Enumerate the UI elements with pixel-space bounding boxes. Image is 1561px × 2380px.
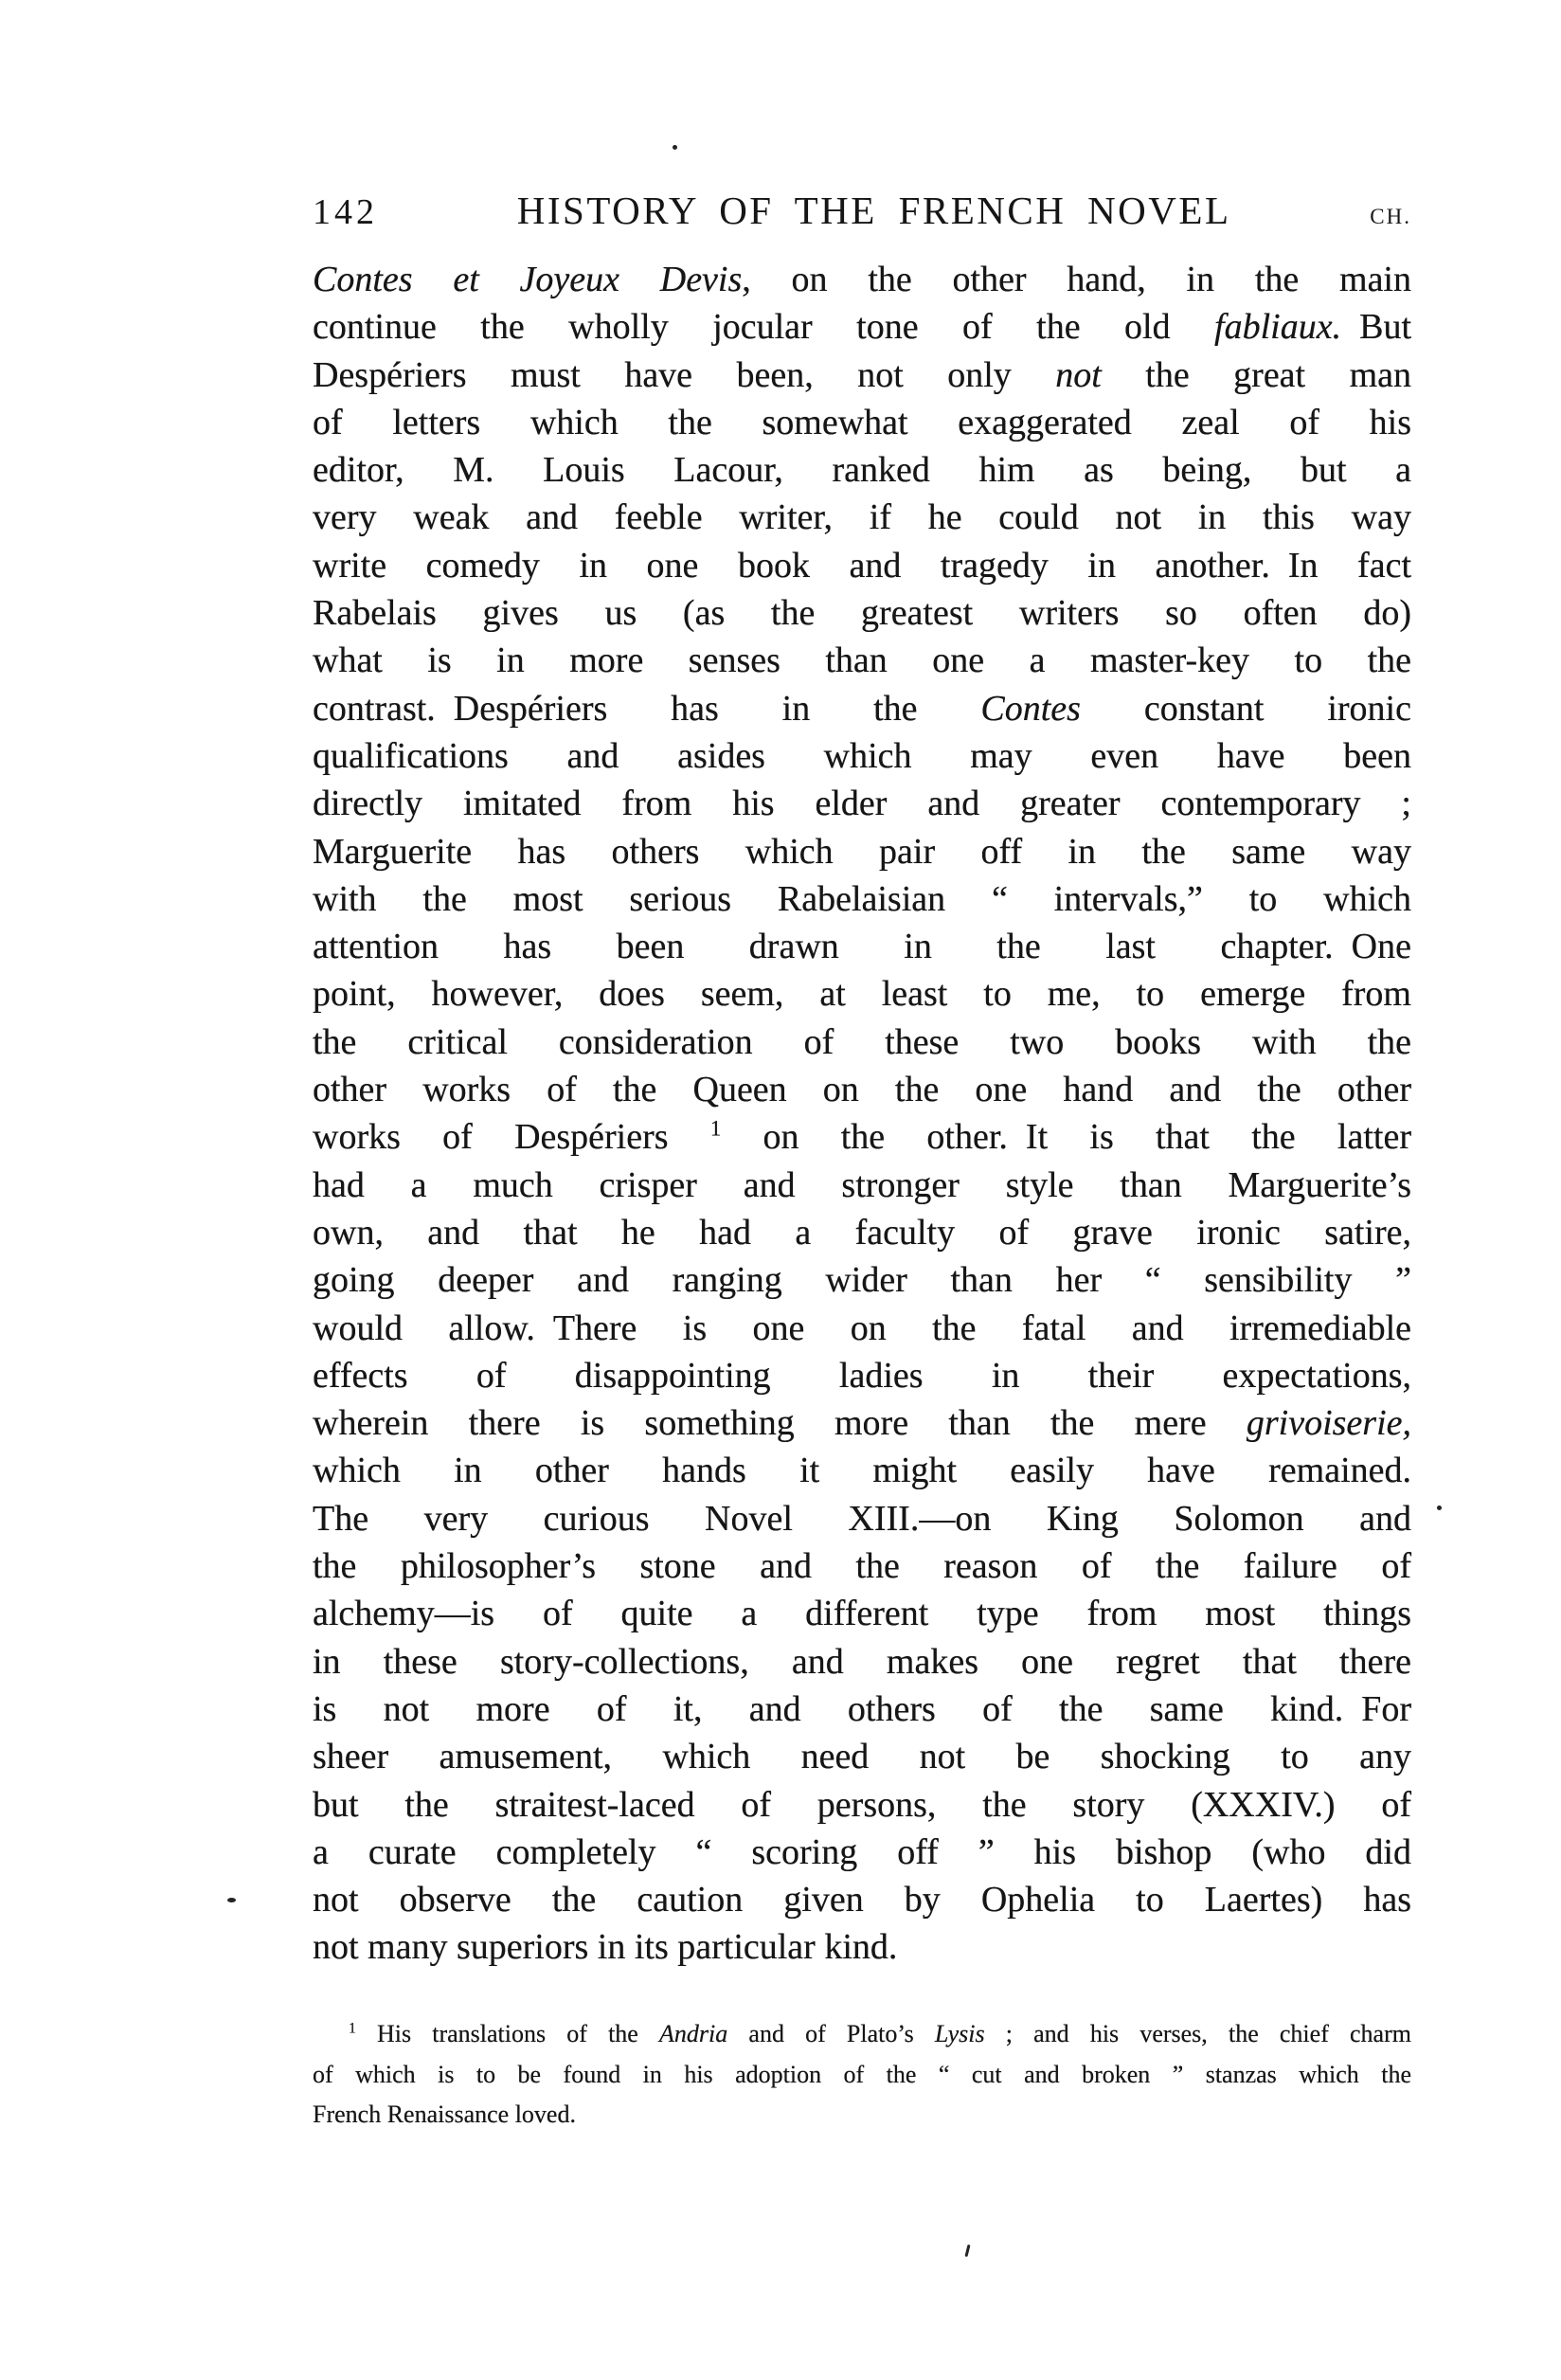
text-line xyxy=(313,494,1411,541)
text-segment: Despériers must have been, not only xyxy=(313,354,1056,395)
text-line xyxy=(313,1638,1411,1686)
page-number: 142 xyxy=(313,192,378,232)
text-line xyxy=(313,446,1411,494)
text-segment: not xyxy=(1055,354,1102,395)
text-line xyxy=(313,1399,1411,1447)
chapter-marker: CH. xyxy=(1370,205,1411,228)
running-header xyxy=(313,188,1411,233)
text-line xyxy=(313,1590,1411,1637)
text-segment: other works of the Queen on the one hand and the other xyxy=(313,1070,1411,1110)
footnote-marker: 1 xyxy=(349,2020,356,2037)
text-line xyxy=(313,1256,1411,1304)
text-segment: point, however, does seem, at least to me, to emerge from xyxy=(313,974,1411,1015)
text-segment: alchemy—is of quite a different type from most things xyxy=(313,1594,1411,1634)
text-segment: is not more of it, and others of the same kind. For xyxy=(313,1688,1411,1729)
running-title: HISTORY OF THE FRENCH NOVEL xyxy=(516,189,1231,232)
text-segment: of letters which the somewhat exaggerated zeal of his xyxy=(313,402,1411,442)
text-line xyxy=(313,1162,1411,1209)
text-segment: a curate completely “ scoring off ” his bishop (who did xyxy=(313,1831,1411,1872)
text-segment: Contes et Joyeux Devis xyxy=(313,260,743,299)
text-segment: what is in more senses than one a master-key to the xyxy=(313,640,1411,681)
text-segment: continue the wholly jocular tone of the old xyxy=(313,307,1215,348)
text-segment: the philosopher’s stone and the reason of the failure of xyxy=(313,1546,1411,1587)
text-line xyxy=(313,732,1411,780)
text-line xyxy=(313,1352,1411,1399)
text-segment: with the most serious Rabelaisian “ intervals,” to which xyxy=(313,878,1411,919)
scan-artifact xyxy=(964,2245,970,2257)
text-segment: but the straitest-laced of persons, the story (XXXIV.) of xyxy=(313,1784,1411,1825)
text-segment: editor, M. Louis Lacour, ranked him as being, but a xyxy=(313,450,1411,491)
text-segment: attention has been drawn in the last chapter. One xyxy=(313,927,1411,967)
text-line xyxy=(313,1113,1411,1161)
text-segment: fabliaux. xyxy=(1214,307,1342,348)
text-segment: of which is to be found in his adoption of the “ cut and broken ” stanzas which the xyxy=(313,2060,1411,2088)
text-line xyxy=(313,1781,1411,1829)
text-line xyxy=(313,1066,1411,1113)
text-segment: His translations of the xyxy=(355,2020,660,2047)
text-line xyxy=(313,780,1411,827)
text-segment: effects of disappointing ladies in their expectations, xyxy=(313,1355,1411,1396)
main-paragraph xyxy=(313,256,1411,1972)
text-line xyxy=(313,1876,1411,1923)
text-segment: the great man xyxy=(1101,354,1411,395)
text-line xyxy=(313,399,1411,446)
text-line xyxy=(313,1733,1411,1780)
scan-artifact xyxy=(673,145,677,150)
text-segment: But xyxy=(1341,307,1411,348)
text-segment: grivoiserie, xyxy=(1246,1403,1411,1444)
text-segment: contrast. Despériers has in the xyxy=(313,688,981,729)
text-segment: very weak and feeble writer, if he could not in this way xyxy=(313,497,1411,538)
text-segment: on the other. It is that the latter xyxy=(721,1117,1411,1158)
text-line xyxy=(313,352,1411,399)
text-line xyxy=(313,1495,1411,1542)
text-segment: going deeper and ranging wider than her “ sensibility ” xyxy=(313,1260,1411,1301)
text-segment: which in other hands it might easily have remained. xyxy=(313,1451,1411,1491)
text-segment: Marguerite has others which pair off in the same way xyxy=(313,831,1411,872)
text-line xyxy=(313,1019,1411,1066)
text-segment: works of Despériers xyxy=(313,1117,710,1158)
text-segment: Rabelais gives us (as the greatest writers so often do) xyxy=(313,593,1411,634)
text-segment: own, and that he had a faculty of grave ironic satire, xyxy=(313,1212,1411,1253)
text-segment: not observe the caution given by Ophelia to Laertes) has xyxy=(313,1880,1411,1920)
text-segment: constant ironic xyxy=(1080,688,1411,729)
text-line xyxy=(313,1447,1411,1494)
text-segment: write comedy in one book and tragedy in another. In fact xyxy=(313,545,1411,586)
text-segment: in these story-collections, and makes one regret that there xyxy=(313,1641,1411,1682)
text-line xyxy=(313,1686,1411,1733)
text-segment: directly imitated from his elder and greater contemporary ; xyxy=(313,784,1411,824)
text-segment: not many superiors in its particular kind. xyxy=(313,1927,898,1968)
text-segment: Lysis xyxy=(934,2020,985,2047)
text-segment: ; and his verses, the chief charm xyxy=(984,2020,1411,2047)
text-segment: had a much crisper and stronger style than Marguerite’s xyxy=(313,1164,1411,1205)
text-segment: Contes xyxy=(980,688,1081,729)
text-segment: Andria xyxy=(659,2020,728,2047)
text-line xyxy=(313,2055,1411,2096)
text-line xyxy=(313,589,1411,637)
text-line xyxy=(313,923,1411,970)
text-segment: The very curious Novel XIII.—on King Solomon and xyxy=(313,1498,1411,1539)
text-line xyxy=(313,303,1411,351)
text-segment: sheer amusement, which need not be shocking to any xyxy=(313,1737,1411,1777)
text-line xyxy=(313,2014,1411,2055)
text-line xyxy=(313,970,1411,1018)
text-line xyxy=(313,685,1411,732)
text-line xyxy=(313,1923,1411,1971)
text-segment: qualifications and asides which may even have been xyxy=(313,735,1411,776)
text-line xyxy=(313,875,1411,923)
text-line xyxy=(313,542,1411,589)
text-line xyxy=(313,2095,1411,2136)
text-line xyxy=(313,1542,1411,1590)
scan-artifact xyxy=(227,1898,236,1902)
footnote-marker: 1 xyxy=(709,1116,722,1141)
text-segment: wherein there is something more than the mere xyxy=(313,1403,1247,1444)
text-line xyxy=(313,637,1411,684)
footnote xyxy=(313,2014,1411,2136)
scan-artifact xyxy=(1437,1506,1442,1510)
text-segment: would allow. There is one on the fatal and irremediable xyxy=(313,1307,1411,1348)
text-line xyxy=(313,1209,1411,1256)
text-segment: , on the other hand, in the main xyxy=(742,260,1411,299)
text-line xyxy=(313,1305,1411,1352)
text-segment: the critical consideration of these two books with the xyxy=(313,1021,1411,1062)
text-segment: French Renaissance loved. xyxy=(313,2101,576,2128)
text-line xyxy=(313,256,1411,303)
text-segment: and of Plato’s xyxy=(727,2020,935,2047)
text-line xyxy=(313,1829,1411,1876)
text-line xyxy=(313,828,1411,875)
